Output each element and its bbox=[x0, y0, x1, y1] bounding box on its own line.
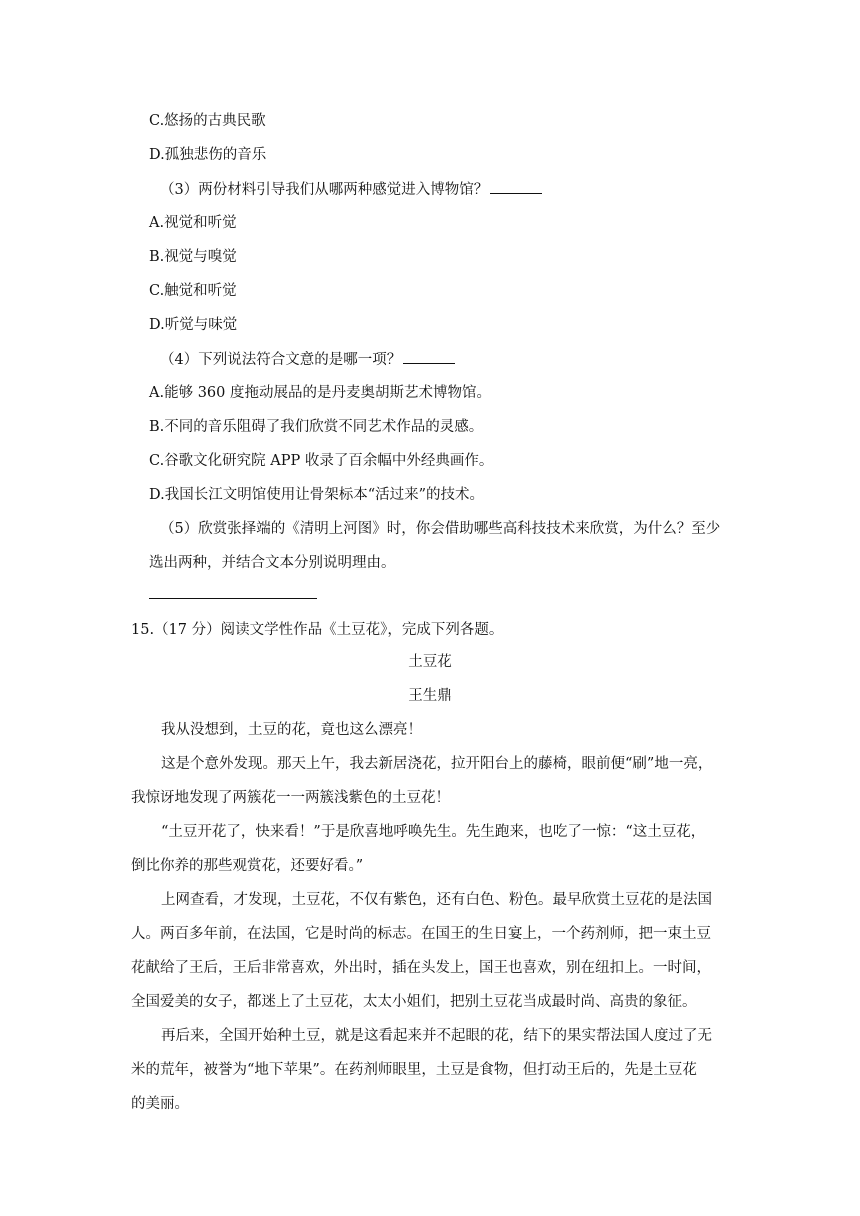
passage-paragraph-4-line-2: 人。两百多年前，在法国，它是时尚的标志。在国王的生日宴上，一个药剂师，把一束土豆 bbox=[131, 926, 711, 942]
option-q3-d: D.听觉与味觉 bbox=[149, 317, 238, 333]
option-q4-a: A.能够 360 度拖动展品的是丹麦奥胡斯艺术博物馆。 bbox=[149, 385, 491, 401]
option-q4-d: D.我国长江文明馆使用让骨架标本“活过来”的技术。 bbox=[149, 487, 485, 503]
question-4-text: （4）下列说法符合文意的是哪一项？ bbox=[160, 352, 402, 368]
passage-author: 王生鼎 bbox=[408, 688, 452, 704]
option-q4-b: B.不同的音乐阻碍了我们欣赏不同艺术作品的灵感。 bbox=[149, 419, 484, 435]
answer-blank bbox=[490, 179, 542, 194]
question-15-heading: 15.（17 分）阅读文学性作品《土豆花》，完成下列各题。 bbox=[131, 622, 504, 638]
passage-paragraph-3-line-2: 倒比你养的那些观赏花，还要好看。” bbox=[131, 858, 364, 874]
passage-paragraph-4-line-1: 上网查看，才发现，土豆花，不仅有紫色，还有白色、粉色。最早欣赏土豆花的是法国 bbox=[161, 892, 712, 908]
option-q2-d: D.孤独悲伤的音乐 bbox=[149, 147, 267, 163]
answer-blank bbox=[403, 349, 455, 364]
question-4 bbox=[160, 349, 455, 369]
passage-paragraph-2-line-1: 这是个意外发现。那天上午，我去新居浇花，拉开阳台上的藤椅，眼前便“刷”地一亮， bbox=[161, 756, 713, 772]
question-3 bbox=[160, 179, 542, 199]
passage-paragraph-4-line-4: 全国爱美的女子，都迷上了土豆花，太太小姐们，把别土豆花当成最时尚、高贵的象征。 bbox=[131, 994, 697, 1010]
passage-title: 土豆花 bbox=[408, 654, 452, 670]
passage-paragraph-5-line-3: 的美丽。 bbox=[131, 1096, 189, 1112]
option-q3-a: A.视觉和听觉 bbox=[149, 215, 237, 231]
option-q2-c: C.悠扬的古典民歌 bbox=[149, 113, 266, 129]
passage-paragraph-4-line-3: 花献给了王后，王后非常喜欢，外出时，插在头发上，国王也喜欢，别在纽扣上。一时间， bbox=[131, 960, 711, 976]
option-q3-b: B.视觉与嗅觉 bbox=[149, 249, 237, 265]
passage-paragraph-3-line-1: “土豆开花了，快来看！”于是欣喜地呼唤先生。先生跑来，也吃了一惊：“这土豆花， bbox=[161, 824, 706, 840]
question-5-line-2: 选出两种，并结合文本分别说明理由。 bbox=[149, 555, 396, 571]
option-q3-c: C.触觉和听觉 bbox=[149, 283, 237, 299]
passage-paragraph-5-line-1: 再后来，全国开始种土豆，就是这看起来并不起眼的花，结下的果实帮法国人度过了无 bbox=[161, 1028, 712, 1044]
passage-paragraph-2-line-2: 我惊讶地发现了两簇花一一两簇浅紫色的土豆花！ bbox=[131, 790, 450, 806]
answer-line bbox=[149, 598, 317, 599]
passage-paragraph-5-line-2: 米的荒年，被誉为“地下苹果”。在药剂师眼里，土豆是食物，但打动王后的，先是土豆花 bbox=[131, 1062, 697, 1078]
question-3-text: （3）两份材料引导我们从哪两种感觉进入博物馆？ bbox=[160, 182, 489, 198]
question-5-line-1: （5）欣赏张择端的《清明上河图》时，你会借助哪些高科技技术来欣赏，为什么？至少 bbox=[160, 521, 721, 537]
option-q4-c: C.谷歌文化研究院 APP 收录了百余幅中外经典画作。 bbox=[149, 453, 494, 469]
passage-paragraph-1: 我从没想到，土豆的花，竟也这么漂亮！ bbox=[161, 722, 422, 738]
